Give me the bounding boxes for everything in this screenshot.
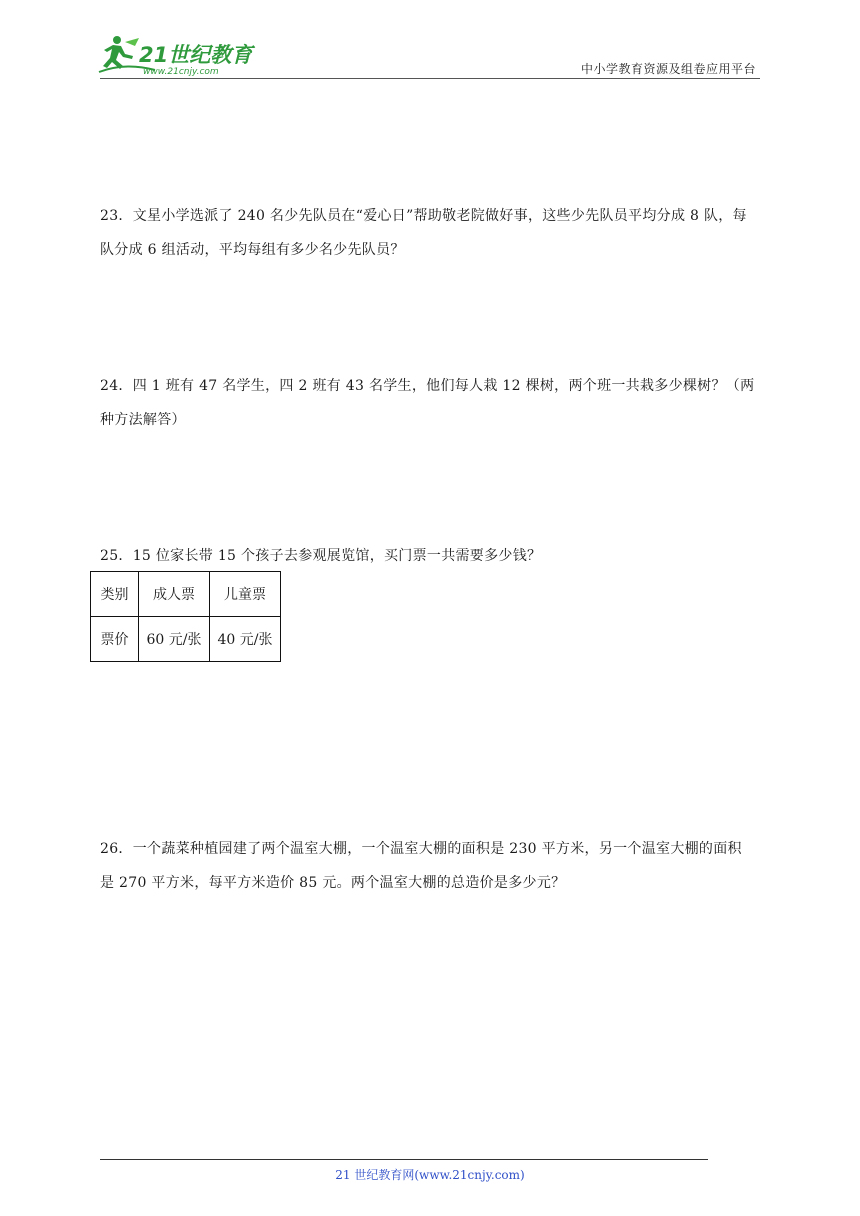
table-cell: 40 元/张: [210, 617, 281, 662]
table-cell: 60 元/张: [139, 617, 210, 662]
logo-wordmark: 21世纪教育: [139, 43, 253, 67]
question-25: [100, 539, 762, 573]
question-line: 队分成 6 组活动，平均每组有多少名少先队员？: [100, 242, 405, 258]
question-line: 26．一个蔬菜种植园建了两个温室大棚，一个温室大棚的面积是 230 平方米，另一个温室大棚的面积: [100, 841, 742, 857]
question-line: 25．15 位家长带 15 个孩子去参观展览馆，买门票一共需要多少钱？: [100, 548, 542, 564]
question-26: [100, 832, 762, 900]
table-cell: 成人票: [139, 572, 210, 617]
logo-url: www.21cnjy.com: [143, 67, 219, 77]
footer-divider: [100, 1159, 708, 1160]
ticket-price-table: [90, 571, 281, 662]
table-cell: 类别: [91, 572, 139, 617]
page-header: [0, 0, 860, 90]
question-line: 24．四 1 班有 47 名学生，四 2 班有 43 名学生，他们每人栽 12 棵树，两个班一共栽多少棵树？（两: [100, 378, 755, 394]
table-cell: 儿童票: [210, 572, 281, 617]
table-row: [91, 617, 281, 662]
table-cell: 票价: [91, 617, 139, 662]
question-24: [100, 369, 762, 437]
table-row: [91, 572, 281, 617]
platform-tagline: 中小学教育资源及组卷应用平台: [580, 62, 756, 76]
logo: [95, 34, 265, 78]
question-23: [100, 199, 762, 267]
question-line: 种方法解答）: [100, 412, 186, 428]
question-line: 是 270 平方米，每平方米造价 85 元。两个温室大棚的总造价是多少元？: [100, 875, 566, 891]
header-divider: [100, 78, 760, 79]
footer-link[interactable]: 21 世纪教育网(www.21cnjy.com): [335, 1168, 525, 1182]
question-line: 23．文星小学选派了 240 名少先队员在“爱心日”帮助敬老院做好事，这些少先队员平均分成 8 队，每: [100, 208, 747, 224]
